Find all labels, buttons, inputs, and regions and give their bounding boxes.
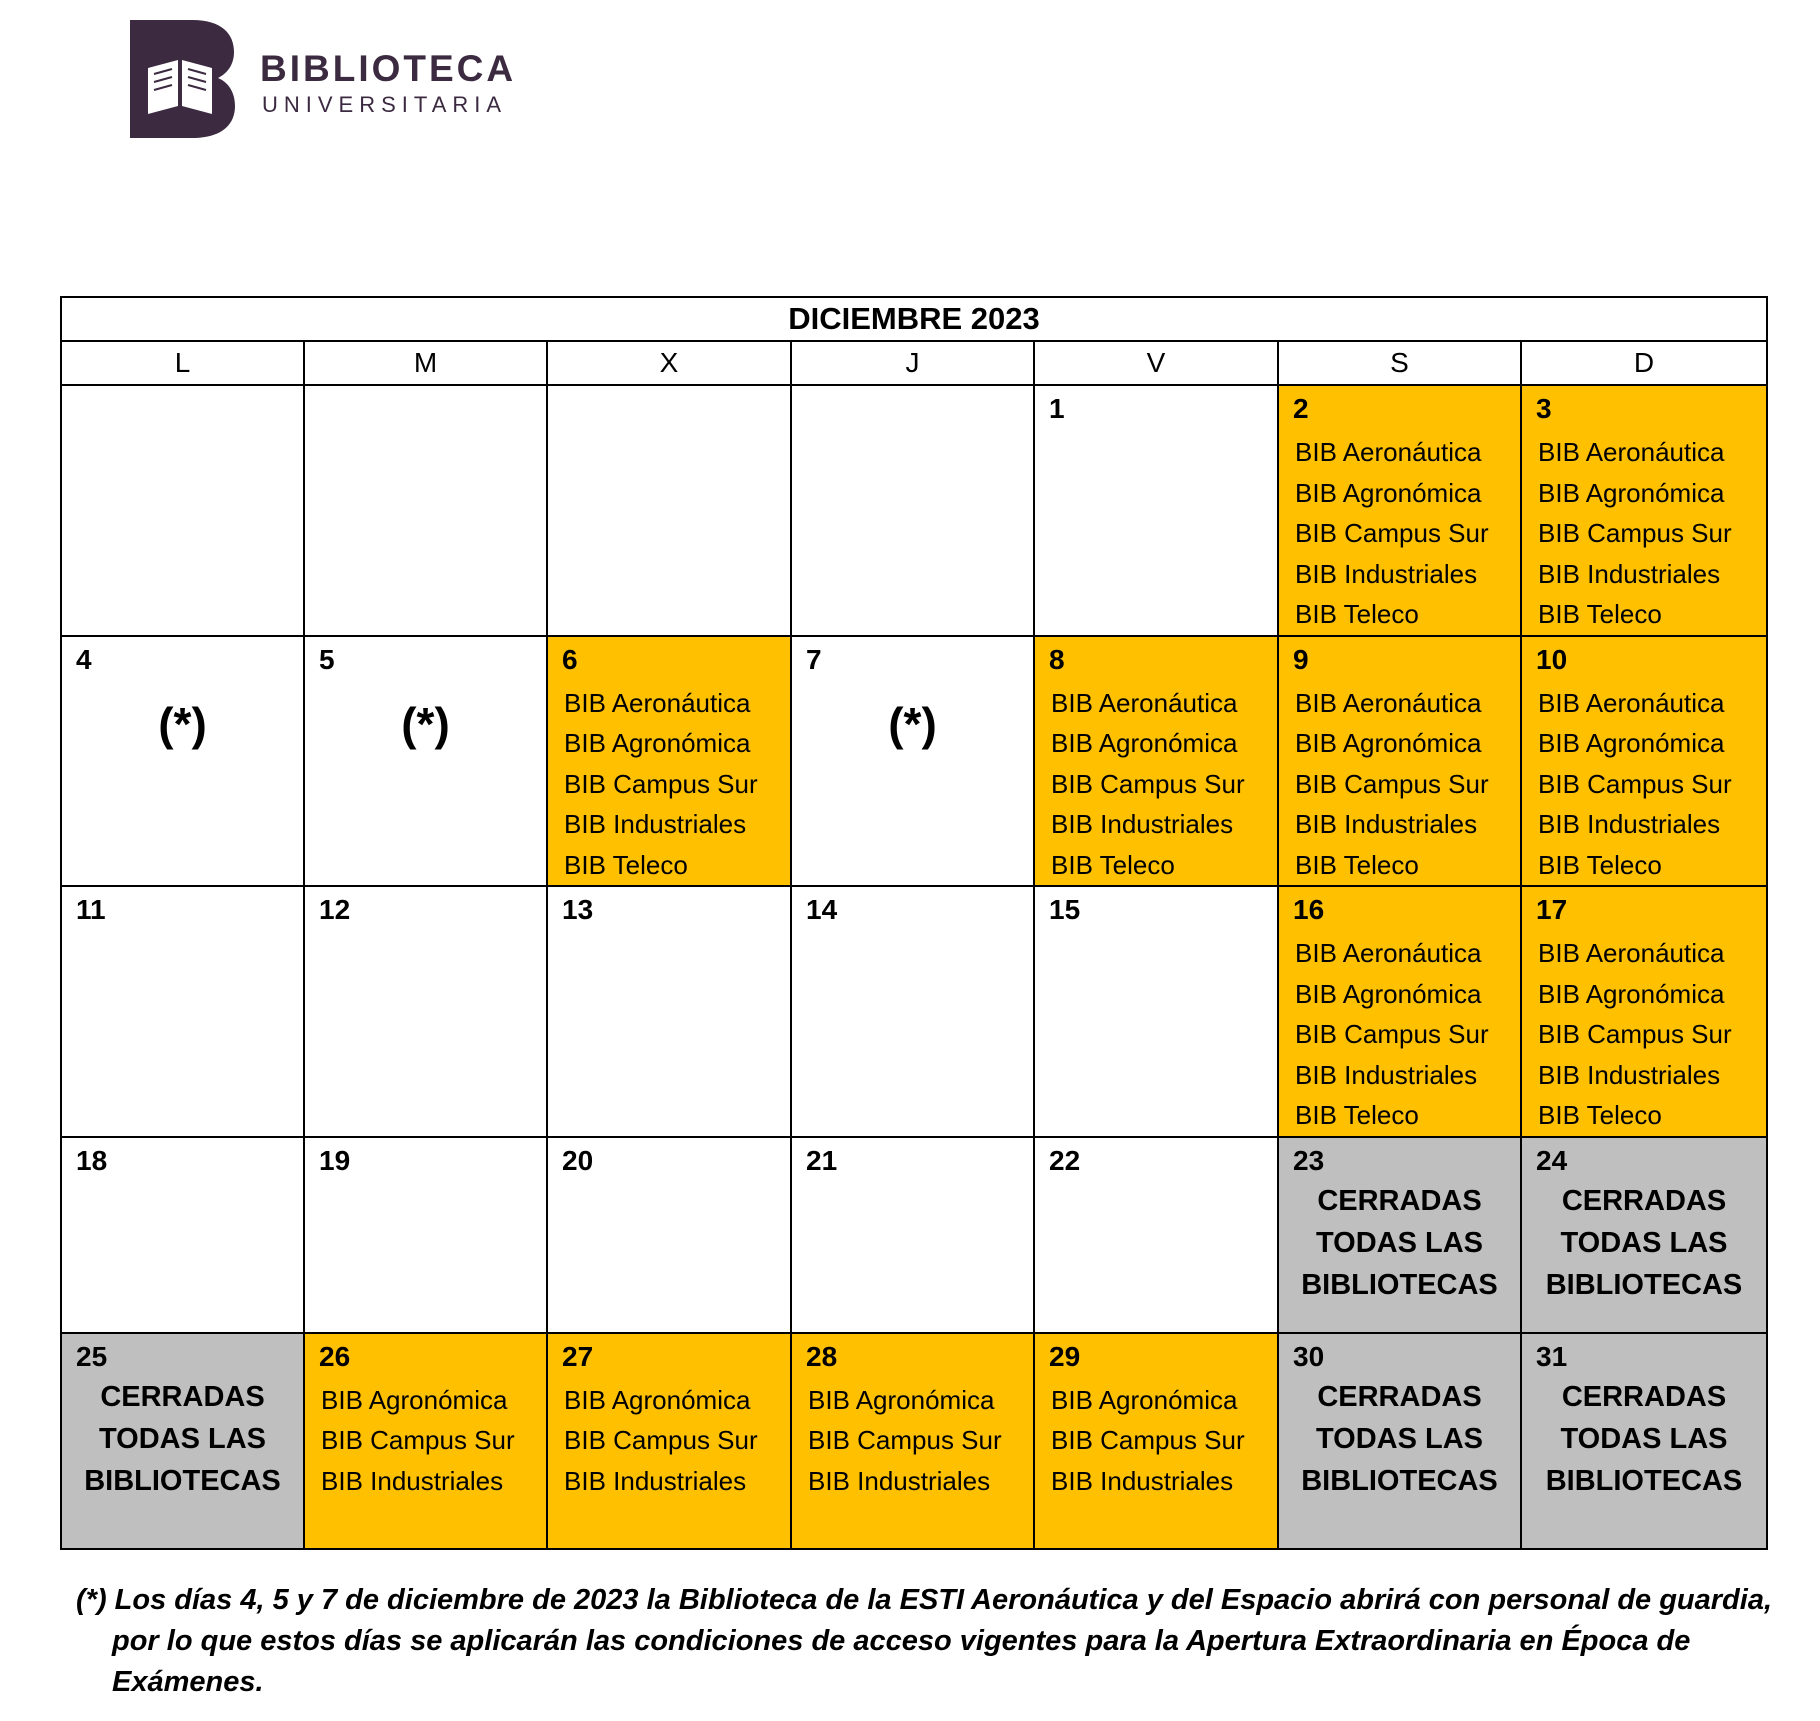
closed-notice-line: TODAS LAS <box>1560 1422 1728 1455</box>
open-libraries-list <box>1035 675 1277 886</box>
library-name: BIB Aeronáutica <box>1538 938 1725 968</box>
library-name: BIB Industriales <box>564 1465 747 1496</box>
library-name: BIB Teleco <box>1538 849 1662 880</box>
day-number: 16 <box>1293 894 1325 925</box>
library-name: BIB Aeronáutica <box>1051 687 1238 718</box>
day-number: 7 <box>806 643 822 675</box>
library-name: BIB Campus Sur <box>1295 768 1489 799</box>
library-name: BIB Industriales <box>1538 809 1721 839</box>
closed-notice-line: CERRADAS <box>100 1380 265 1413</box>
footnote: (*) Los días 4, 5 y 7 de diciembre de 2023 la Biblioteca de la ESTI Aeronáutica y del Espacio abrirá con personal de guardia, por lo que estos días se aplicarán las condiciones de acceso vigentes para la Apertura Extraordinaria en Época de Exámenes. <box>76 1584 1773 1698</box>
day-number: 4 <box>76 643 92 675</box>
calendar-day-cell <box>791 886 1034 1137</box>
library-name: BIB Aeronáutica <box>564 687 751 718</box>
closed-notice-line: CERRADAS <box>1317 1380 1482 1413</box>
calendar-day-cell <box>61 1333 304 1549</box>
library-name: BIB Campus Sur <box>1538 768 1732 799</box>
closed-notice-line: TODAS LAS <box>1315 1226 1484 1259</box>
calendar-week-row <box>61 1137 1767 1333</box>
day-number: 23 <box>1293 1144 1325 1176</box>
library-name: BIB Campus Sur <box>564 768 758 799</box>
day-number: 9 <box>1293 643 1309 675</box>
library-name: BIB Agronómica <box>808 1384 995 1415</box>
weekday-header: M <box>304 341 547 385</box>
closed-notice-line: CERRADAS <box>1317 1184 1482 1217</box>
library-name: BIB Agronómica <box>1538 477 1725 508</box>
calendar-week-row <box>61 385 1767 636</box>
library-name: BIB Industriales <box>808 1465 991 1496</box>
day-number: 5 <box>319 643 335 675</box>
calendar-day-cell <box>547 385 791 636</box>
library-name: BIB Campus Sur <box>564 1425 758 1455</box>
library-name: BIB Agronómica <box>1538 978 1725 1009</box>
day-number: 29 <box>1049 1340 1081 1372</box>
library-name: BIB Agronómica <box>1051 1384 1238 1415</box>
closed-notice-line: BIBLIOTECAS <box>1545 1464 1743 1497</box>
calendar-day-cell <box>791 1137 1034 1333</box>
open-libraries-list <box>792 1372 1033 1502</box>
closed-notice <box>1279 1176 1520 1306</box>
weekday-header: L <box>61 341 304 385</box>
library-name: BIB Industriales <box>321 1465 504 1496</box>
closed-notice-line: TODAS LAS <box>1560 1226 1728 1259</box>
library-name: BIB Agronómica <box>1295 477 1482 508</box>
calendar-day-cell <box>304 385 547 636</box>
library-name: BIB Campus Sur <box>1538 518 1732 548</box>
calendar-week-row <box>61 886 1767 1137</box>
day-number: 19 <box>319 1144 351 1176</box>
calendar-day-cell <box>61 636 304 887</box>
library-name: BIB Teleco <box>1295 599 1419 629</box>
closed-notice-line: BIBLIOTECAS <box>84 1464 281 1497</box>
calendar-day-cell <box>1278 886 1521 1137</box>
day-number: 20 <box>562 1144 594 1176</box>
library-name: BIB Teleco <box>1051 849 1175 880</box>
closed-notice-line: BIBLIOTECAS <box>1301 1464 1498 1497</box>
day-number: 13 <box>562 894 594 925</box>
library-name: BIB Agronómica <box>321 1384 508 1415</box>
closed-notice-line: TODAS LAS <box>1315 1422 1484 1455</box>
calendar-day-cell <box>1278 636 1521 887</box>
open-libraries-list <box>1522 675 1766 886</box>
library-name: BIB Campus Sur <box>1051 768 1245 799</box>
open-libraries-list <box>1522 925 1766 1136</box>
open-libraries-list <box>548 1372 790 1502</box>
library-name: BIB Aeronáutica <box>1538 687 1725 718</box>
library-name: BIB Agronómica <box>1538 728 1725 758</box>
day-number: 12 <box>319 894 351 925</box>
library-name: BIB Aeronáutica <box>1295 437 1482 467</box>
day-number <box>792 386 1033 394</box>
closed-notice-line: CERRADAS <box>1561 1184 1727 1217</box>
calendar-day-cell <box>61 886 304 1137</box>
calendar-body <box>61 385 1767 1549</box>
closed-notice <box>1522 1176 1766 1306</box>
calendar-day-cell <box>1521 1137 1767 1333</box>
library-name: BIB Campus Sur <box>1295 1019 1489 1049</box>
calendar-day-cell <box>547 1333 791 1549</box>
day-number: 30 <box>1293 1340 1325 1372</box>
calendar-day-cell <box>304 886 547 1137</box>
calendar-day-cell <box>1521 886 1767 1137</box>
library-name: BIB Teleco <box>1538 1100 1662 1130</box>
library-name: BIB Aeronáutica <box>1295 938 1482 968</box>
calendar-day-cell <box>1521 1333 1767 1549</box>
calendar-day-cell <box>1034 636 1278 887</box>
closed-notice-line: CERRADAS <box>1561 1380 1727 1413</box>
open-libraries-list <box>548 675 790 886</box>
day-number <box>305 386 546 394</box>
calendar-week-row <box>61 1333 1767 1549</box>
calendar-day-cell <box>304 636 547 887</box>
calendar-day-cell <box>1521 385 1767 636</box>
closed-notice-line: BIBLIOTECAS <box>1301 1268 1498 1301</box>
calendar-day-cell <box>547 636 791 887</box>
calendar-table <box>60 296 1768 1550</box>
library-name: BIB Teleco <box>1295 849 1419 880</box>
calendar-day-cell <box>791 385 1034 636</box>
calendar-title: DICIEMBRE 2023 <box>61 297 1767 341</box>
weekday-header-row <box>61 341 1767 385</box>
footnote-marker: (*) <box>158 697 207 750</box>
calendar-day-cell <box>1034 1137 1278 1333</box>
calendar-week-row <box>61 636 1767 887</box>
library-name: BIB Campus Sur <box>808 1425 1002 1455</box>
calendar-day-cell <box>61 385 304 636</box>
day-number: 24 <box>1536 1144 1568 1176</box>
calendar-day-cell <box>1034 886 1278 1137</box>
library-name: BIB Industriales <box>1295 809 1478 839</box>
day-number: 2 <box>1293 393 1309 424</box>
library-name: BIB Industriales <box>1295 558 1478 589</box>
day-number: 17 <box>1536 894 1568 925</box>
weekday-header: J <box>791 341 1034 385</box>
library-name: BIB Teleco <box>564 849 688 880</box>
weekday-header: X <box>547 341 791 385</box>
calendar-day-cell <box>1278 1333 1521 1549</box>
closed-notice <box>1522 1372 1766 1502</box>
calendar-day-cell <box>1034 1333 1278 1549</box>
library-name: BIB Industriales <box>1051 809 1234 839</box>
weekday-header: V <box>1034 341 1278 385</box>
open-libraries-list <box>1279 424 1520 635</box>
closed-notice <box>62 1372 303 1502</box>
closed-notice-line: BIBLIOTECAS <box>1545 1268 1743 1301</box>
library-name: BIB Agronómica <box>1051 728 1238 758</box>
calendar-day-cell <box>791 1333 1034 1549</box>
day-number <box>548 386 790 394</box>
library-name: BIB Industriales <box>1538 558 1721 589</box>
day-number: 22 <box>1049 1144 1081 1176</box>
closed-notice <box>1279 1372 1520 1502</box>
library-name: BIB Industriales <box>1295 1059 1478 1090</box>
weekday-header: S <box>1278 341 1521 385</box>
open-libraries-list <box>1035 1372 1277 1502</box>
library-name: BIB Industriales <box>1051 1465 1234 1496</box>
library-name: BIB Campus Sur <box>1051 1425 1245 1455</box>
library-name: BIB Industriales <box>1538 1059 1721 1090</box>
library-name: BIB Industriales <box>564 809 747 839</box>
library-name: BIB Campus Sur <box>1538 1019 1732 1049</box>
library-name: BIB Agronómica <box>564 728 751 758</box>
calendar-day-cell <box>547 886 791 1137</box>
open-libraries-list <box>1279 675 1520 886</box>
open-libraries-list <box>1522 424 1766 635</box>
day-number: 1 <box>1049 393 1065 424</box>
library-name: BIB Campus Sur <box>1295 518 1489 548</box>
day-number: 14 <box>806 894 838 925</box>
footnote-marker: (*) <box>888 697 937 750</box>
day-number: 28 <box>806 1340 838 1372</box>
day-number: 26 <box>319 1340 351 1372</box>
library-name: BIB Agronómica <box>1295 728 1482 758</box>
day-number: 25 <box>76 1340 108 1372</box>
library-name: BIB Teleco <box>1538 599 1662 629</box>
logo-title: BIBLIOTECA <box>260 48 517 89</box>
library-name: BIB Teleco <box>1295 1100 1419 1130</box>
calendar-day-cell <box>1034 385 1278 636</box>
day-number: 21 <box>806 1144 838 1176</box>
library-name: BIB Agronómica <box>564 1384 751 1415</box>
library-name: BIB Aeronáutica <box>1538 437 1725 467</box>
calendar-day-cell <box>547 1137 791 1333</box>
open-libraries-list <box>1279 925 1520 1136</box>
library-name: BIB Aeronáutica <box>1295 687 1482 718</box>
calendar-day-cell <box>304 1137 547 1333</box>
day-number: 15 <box>1049 894 1081 925</box>
book-logo-icon <box>130 20 235 138</box>
day-number <box>62 386 303 394</box>
day-number: 27 <box>562 1340 594 1372</box>
day-number: 8 <box>1049 643 1065 675</box>
logo-subtitle: UNIVERSITARIA <box>262 92 508 117</box>
calendar-day-cell <box>791 636 1034 887</box>
day-number: 31 <box>1536 1340 1568 1372</box>
calendar-day-cell <box>1278 385 1521 636</box>
day-number: 10 <box>1536 643 1568 675</box>
day-number: 18 <box>76 1144 108 1176</box>
closed-notice-line: TODAS LAS <box>98 1422 267 1455</box>
library-name: BIB Agronómica <box>1295 978 1482 1009</box>
calendar-day-cell <box>61 1137 304 1333</box>
day-number: 3 <box>1536 393 1552 424</box>
library-name: BIB Campus Sur <box>321 1425 515 1455</box>
calendar-day-cell <box>304 1333 547 1549</box>
calendar-day-cell <box>1278 1137 1521 1333</box>
library-logo <box>130 20 550 140</box>
open-libraries-list <box>305 1372 546 1502</box>
weekday-header: D <box>1521 341 1767 385</box>
day-number: 11 <box>76 894 106 925</box>
calendar-day-cell <box>1521 636 1767 887</box>
footnote-marker: (*) <box>401 697 450 750</box>
day-number: 6 <box>562 643 578 675</box>
